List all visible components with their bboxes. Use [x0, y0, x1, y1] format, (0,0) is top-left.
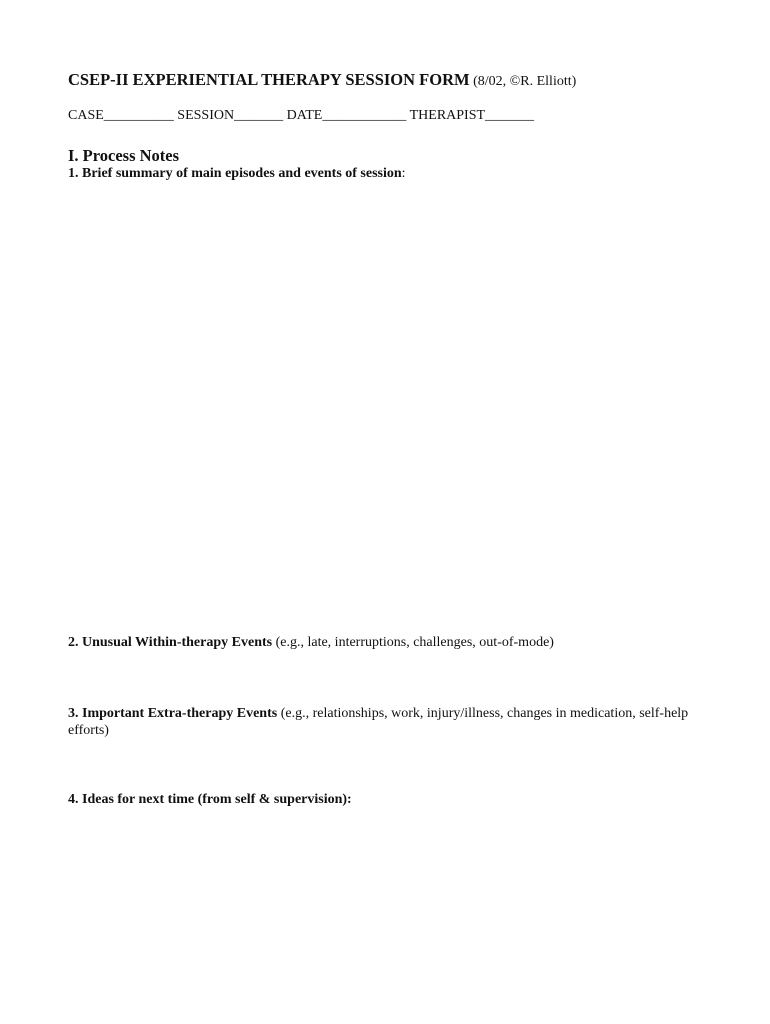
question-2-label: Unusual Within-therapy Events — [78, 635, 273, 650]
question-4-number: 4. — [68, 792, 79, 807]
question-1-brief-summary — [68, 166, 406, 182]
question-1-note: : — [401, 166, 406, 181]
form-title — [68, 70, 576, 90]
case-session-date-therapist-fields: CASE__________ SESSION_______ DATE____________ THERAPIST_______ — [68, 108, 535, 123]
question-2-note: (e.g., late, interruptions, challenges, out-of-mode) — [272, 635, 554, 650]
question-3-extra-therapy-events — [68, 705, 708, 739]
section-heading-process-notes: I. Process Notes — [68, 146, 180, 165]
form-title-version: (8/02, ©R. Elliott) — [469, 74, 577, 89]
question-3-note: (e.g., relationships, work, injury/illness, changes in medication, self-help efforts) — [68, 706, 689, 738]
form-title-main: CSEP-II EXPERIENTIAL THERAPY SESSION FORM — [68, 70, 470, 89]
question-2-unusual-events — [68, 635, 554, 651]
question-1-label: Brief summary of main episodes and events of session — [78, 166, 402, 181]
question-3-number: 3. — [68, 706, 79, 721]
question-4-label: Ideas for next time (from self & supervision): — [78, 792, 352, 807]
question-1-number: 1. — [68, 166, 79, 181]
question-2-number: 2. — [68, 635, 79, 650]
question-3-label: Important Extra-therapy Events — [78, 706, 278, 721]
question-4-ideas-next-time — [68, 792, 352, 808]
